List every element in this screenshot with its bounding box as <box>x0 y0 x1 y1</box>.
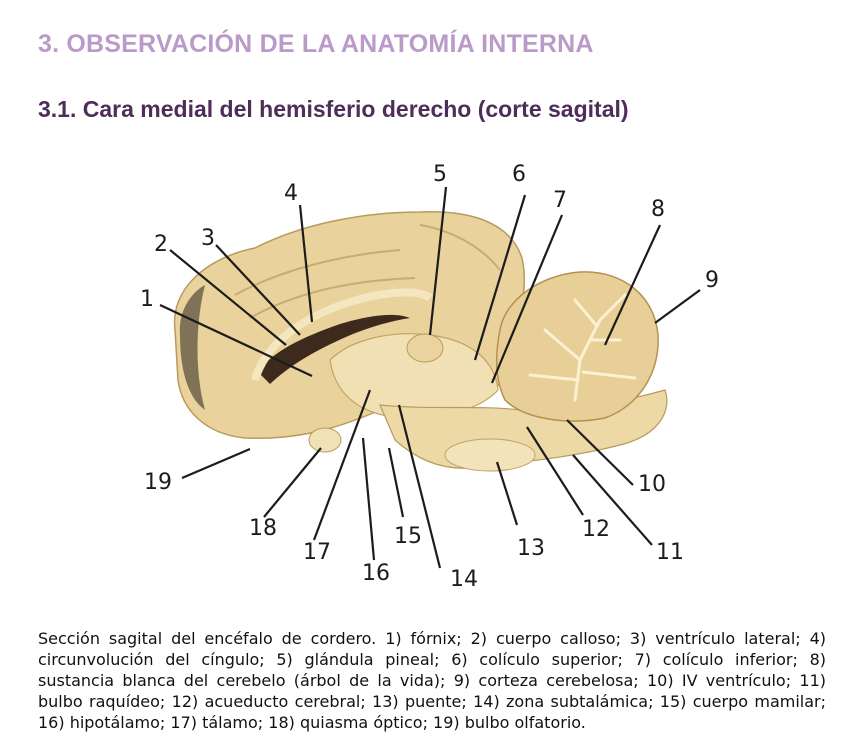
figure-label-16: 16 <box>362 561 390 586</box>
brain-sagital-figure <box>0 150 848 620</box>
figure-label-7: 7 <box>553 188 567 213</box>
figure-label-19: 19 <box>144 470 172 495</box>
figure-label-4: 4 <box>284 181 298 206</box>
figure-label-18: 18 <box>249 516 277 541</box>
figure-caption: Sección sagital del encéfalo de cordero. 1) fórnix; 2) cuerpo calloso; 3) ventrículo lateral; 4) circunvolución del cíngulo; 5) glándula pineal; 6) colículo superior; 7) colículo inferior; 8) sustancia blanca del cerebelo (árbol de la vida); 9) corteza cerebelosa; 10) IV ventrículo; 11) bulbo raquídeo; 12) acueducto cerebral; 13) puente; 14) zona subtalámica; 15) cuerpo mamilar; 16) hipotálamo; 17) tálamo; 18) quiasma óptico; 19) bulbo olfatorio. <box>38 629 826 732</box>
subsection-title: 3.1. Cara medial del hemisferio derecho (corte sagital) <box>38 96 629 122</box>
figure-label-14: 14 <box>450 567 478 592</box>
figure-label-8: 8 <box>651 197 665 222</box>
brain-specimen-image <box>175 212 667 471</box>
section-title: 3. OBSERVACIÓN DE LA ANATOMÍA INTERNA <box>38 30 594 58</box>
figure-label-2: 2 <box>154 232 168 257</box>
figure-label-9: 9 <box>705 268 719 293</box>
figure-label-15: 15 <box>394 524 422 549</box>
figure-label-10: 10 <box>638 472 666 497</box>
figure-label-12: 12 <box>582 517 610 542</box>
figure-label-5: 5 <box>433 162 447 187</box>
figure-label-11: 11 <box>656 540 684 565</box>
figure-label-1: 1 <box>140 287 154 312</box>
figure-label-17: 17 <box>303 540 331 565</box>
figure-label-6: 6 <box>512 162 526 187</box>
figure-label-13: 13 <box>517 536 545 561</box>
figure-label-3: 3 <box>201 226 215 251</box>
